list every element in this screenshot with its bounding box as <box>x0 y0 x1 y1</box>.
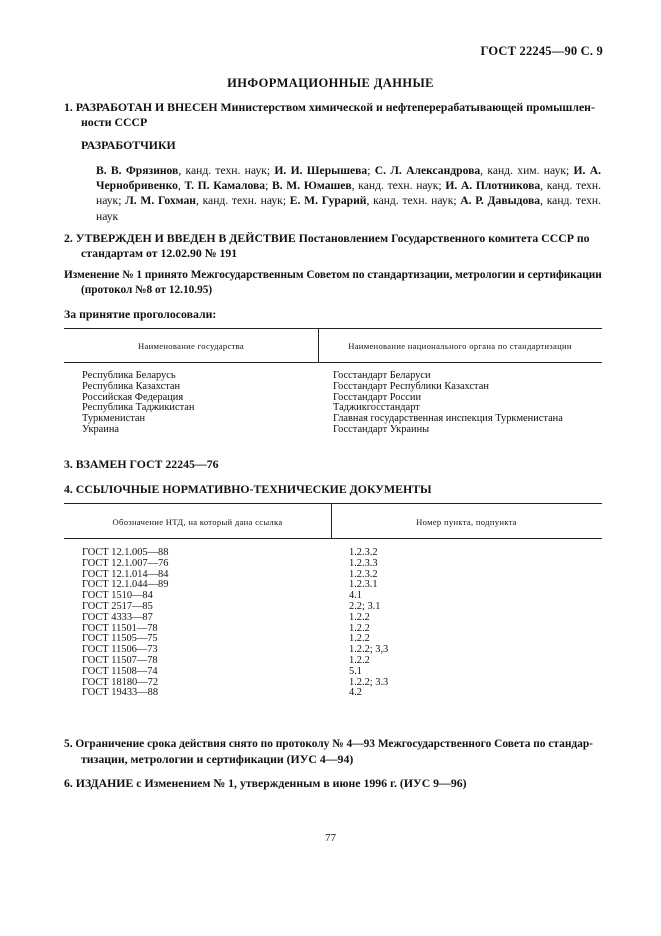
table-cell: ГОСТ 2517—85 <box>82 600 153 612</box>
table-cell: 1.2.2; 3,3 <box>349 644 389 656</box>
developer-name: И. А. Плотникова <box>445 179 541 193</box>
table-cell: ГОСТ 18180—72 <box>82 676 159 688</box>
table-cell: ГОСТ 1510—84 <box>82 590 153 602</box>
section-1-head: 1. РАЗРАБОТАН И ВНЕСЕН <box>64 100 218 114</box>
table-cell: ГОСТ 12.1.044—89 <box>82 579 169 591</box>
developers-list: В. В. Фрязинов, канд. техн. наук; И. И. Шерышева; С. Л. Александрова, канд. хим. наук; И. А. Чернобривенко, Т. П. Камалова; В. М. Юмашев, канд. техн. наук; И. А. Плотникова, канд. техн. наук; Л. М. Гохман, канд. техн. наук; Е. М. Гурарий, канд. техн. наук; А. Р. Давыдова, канд. техн. наук <box>96 164 602 223</box>
voted-label: За принятие проголосовали: <box>64 307 217 321</box>
states-list <box>82 371 194 436</box>
developer-name: Л. М. Гохман <box>125 194 196 208</box>
table-cell: 1.2.3.2 <box>349 547 378 558</box>
developer-degree: канд. техн. наук <box>202 194 283 208</box>
amendment-note <box>64 268 604 298</box>
table-cell: Республика Казахстан <box>82 380 181 392</box>
section-6: 6. ИЗДАНИЕ с Изменением № 1, утвержденным в июне 1996 г. (ИУС 9—96) <box>64 776 467 790</box>
section-2-head: 2. УТВЕРЖДЕН И ВВЕДЕН В ДЕЙСТВИЕ <box>64 231 296 245</box>
developer-name: В. В. Фрязинов <box>96 164 179 177</box>
table-rule <box>64 362 602 363</box>
page-number: 77 <box>325 832 336 844</box>
section-3: 3. ВЗАМЕН ГОСТ 22245—76 <box>64 457 219 471</box>
ntd-list <box>82 548 168 699</box>
table-cell: Таджикгосстандарт <box>333 402 420 414</box>
table-cell: Главная государственная инспекция Туркменистана <box>333 413 563 425</box>
page-title: ИНФОРМАЦИОННЫЕ ДАННЫЕ <box>227 76 434 90</box>
table-cell: 1.2.3.3 <box>349 557 378 569</box>
bodies-list <box>333 371 563 436</box>
developer-name: И. А. Чернобривенко <box>96 164 601 193</box>
amendment-text: Изменение № 1 принято Межгосударственным Советом по стандартизации, метрологии и сертификации <box>64 269 602 281</box>
table-cell: 1.2.2 <box>349 622 370 634</box>
section-1-text-cont: ности СССР <box>81 115 148 129</box>
bodies-column-header: Наименование национального органа по стандартизации <box>348 341 572 351</box>
section-1 <box>64 100 604 130</box>
amendment-protocol: (протокол №8 от 12.10.95) <box>81 284 213 296</box>
table-cell: 1.2.3.1 <box>349 579 378 591</box>
developer-degree: канд. техн. наук <box>96 194 602 223</box>
table-cell: Госстандарт Украины <box>333 423 430 435</box>
table-cell: 4.2 <box>349 687 362 699</box>
table-cell: ГОСТ 19433—88 <box>82 687 159 699</box>
table-cell: ГОСТ 12.1.014—84 <box>82 568 169 580</box>
table-cell: Госстандарт России <box>333 391 422 403</box>
developer-name: А. Р. Давыдова <box>460 194 541 208</box>
section-2-text: Постановлением Государственного комитета СССР по <box>298 231 590 245</box>
table-cell: ГОСТ 11507—78 <box>82 654 158 666</box>
developer-degree: канд. хим. наук <box>487 164 566 177</box>
standard-reference: ГОСТ 22245—90 С. 9 <box>480 44 603 58</box>
table-rule <box>64 503 602 504</box>
points-column-header: Номер пункта, подпункта <box>416 517 517 527</box>
developer-name: И. И. Шерышева <box>274 164 368 177</box>
table-cell: ГОСТ 4333—87 <box>82 611 153 623</box>
developer-degree: канд. техн. наук <box>96 179 601 208</box>
developer-name: Т. П. Камалова <box>184 179 266 193</box>
table-cell: Госстандарт Республики Казахстан <box>333 380 489 392</box>
table-cell: 4.1 <box>349 590 362 602</box>
points-list <box>349 548 388 699</box>
section-5 <box>64 737 604 767</box>
table-cell: 1.2.2 <box>349 633 370 645</box>
section-2 <box>64 231 604 261</box>
table-rule <box>64 328 602 329</box>
developer-degree: канд. техн. наук <box>358 179 439 193</box>
developer-degree: канд. техн. наук <box>185 164 267 177</box>
table-cell: Республика Беларусь <box>82 370 176 381</box>
table-cell: 2.2; 3.1 <box>349 600 381 612</box>
ntd-column-header: Обозначение НТД, на который дана ссылка <box>112 517 283 527</box>
table-cell: ГОСТ 12.1.005—88 <box>82 547 169 558</box>
table-cell: ГОСТ 11506—73 <box>82 644 158 656</box>
states-column-header: Наименование государства <box>138 341 244 351</box>
table-cell: 1.2.2 <box>349 654 370 666</box>
developers-heading: РАЗРАБОТЧИКИ <box>81 138 176 152</box>
table-cell: 5.1 <box>349 665 362 677</box>
section-5-text: 5. Ограничение срока действия снято по протоколу № 4—93 Межгосударственного Совета по стандар- <box>64 738 593 750</box>
developer-degree: канд. техн. наук <box>373 194 454 208</box>
table-cell: Республика Таджикистан <box>82 402 195 414</box>
table-rule <box>64 538 602 539</box>
section-4-heading: 4. ССЫЛОЧНЫЕ НОРМАТИВНО-ТЕХНИЧЕСКИЕ ДОКУМЕНТЫ <box>64 482 432 496</box>
table-cell: ГОСТ 11505—75 <box>82 633 158 645</box>
table-cell: ГОСТ 12.1.007—76 <box>82 557 169 569</box>
table-cell: 1.2.2; 3.3 <box>349 676 389 688</box>
section-2-text-cont: стандартам от 12.02.90 № 191 <box>81 246 238 260</box>
table-cell: ГОСТ 11501—78 <box>82 622 158 634</box>
section-1-text: Министерством химической и нефтеперерабатывающей промышлен- <box>220 100 595 114</box>
table-cell: Российская Федерация <box>82 391 184 403</box>
developer-name: В. М. Юмашев <box>272 179 352 193</box>
table-cell: 1.2.3.2 <box>349 568 378 580</box>
table-cell: Госстандарт Беларуси <box>333 370 431 381</box>
section-5-text-cont: тизации, метрологии и сертификации (ИУС 4—94) <box>81 752 354 766</box>
table-cell: ГОСТ 11508—74 <box>82 665 158 677</box>
table-cell: Туркменистан <box>82 413 146 425</box>
table-cell: 1.2.2 <box>349 611 370 623</box>
developer-name: С. Л. Александрова <box>374 164 481 177</box>
table-cell: Украина <box>82 423 120 435</box>
developer-name: Е. М. Гурарий <box>289 194 367 208</box>
